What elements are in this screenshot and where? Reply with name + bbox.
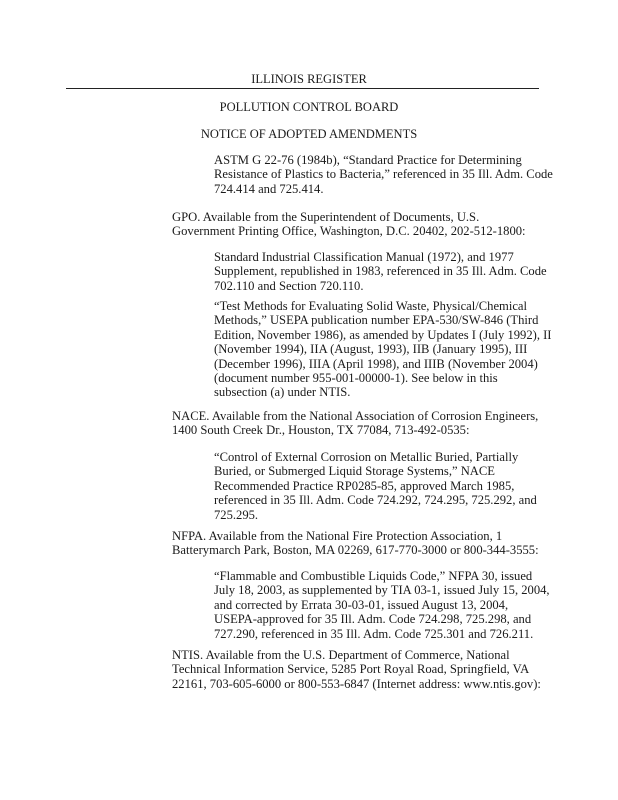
notice-title: NOTICE OF ADOPTED AMENDMENTS: [200, 127, 418, 141]
nfpa-paragraph: [172, 529, 539, 558]
text-line: Recommended Practice RP0285-85, approved March 1985,: [214, 478, 515, 493]
text-line: 725.295.: [214, 507, 259, 522]
nace-paragraph: [172, 409, 538, 438]
text-line: Standard Industrial Classification Manual (1972), and 1977: [214, 250, 514, 264]
text-line: NTIS. Available from the U.S. Department of Commerce, National: [172, 648, 510, 662]
text-line: ASTM G 22-76 (1984b), “Standard Practice for Determining: [214, 153, 522, 167]
text-line: Buried, or Submerged Liquid Storage Systems,” NACE: [214, 464, 495, 479]
text-line: GPO. Available from the Superintendent of Documents, U.S.: [172, 210, 480, 224]
text-line: 724.414 and 725.414.: [214, 181, 324, 196]
sic-paragraph: [214, 250, 547, 293]
text-line: 727.290, referenced in 35 Ill. Adm. Code 725.301 and 726.211.: [214, 626, 534, 641]
nace-item-paragraph: [214, 450, 537, 522]
text-line: Edition, November 1986), as amended by Updates I (July 1992), II: [214, 327, 552, 342]
text-line: 702.110 and Section 720.110.: [214, 278, 364, 293]
text-line: and corrected by Errata 30-03-01, issued August 13, 2004,: [214, 597, 509, 612]
board-title: POLLUTION CONTROL BOARD: [219, 100, 399, 114]
text-line: Technical Information Service, 5285 Port Royal Road, Springfield, VA: [172, 662, 530, 677]
text-line: Methods,” USEPA publication number EPA-530/SW-846 (Third: [214, 313, 539, 328]
text-line: Resistance of Plastics to Bacteria,” referenced in 35 Ill. Adm. Code: [214, 167, 553, 182]
sw846-paragraph: [214, 299, 552, 400]
gpo-paragraph: [172, 210, 526, 239]
text-line: “Control of External Corrosion on Metallic Buried, Partially: [214, 450, 519, 464]
ntis-paragraph: [172, 648, 541, 691]
text-line: (November 1994), IIA (August, 1993), IIB (January 1995), III: [214, 342, 528, 357]
text-line: 1400 South Creek Dr., Houston, TX 77084, 713-492-0535:: [172, 423, 470, 438]
nfpa-item-paragraph: [214, 569, 550, 641]
astm-paragraph: [214, 153, 553, 196]
register-title: ILLINOIS REGISTER: [251, 72, 367, 86]
header-rule: [66, 88, 539, 89]
text-line: 22161, 703-605-6000 or 800-553-6847 (Internet address: www.ntis.gov):: [172, 676, 541, 691]
text-line: referenced in 35 Ill. Adm. Code 724.292, 724.295, 725.292, and: [214, 493, 537, 508]
text-line: Batterymarch Park, Boston, MA 02269, 617-770-3000 or 800-344-3555:: [172, 543, 539, 558]
text-line: subsection (a) under NTIS.: [214, 385, 351, 400]
text-line: July 18, 2003, as supplemented by TIA 03-1, issued July 15, 2004,: [214, 583, 550, 598]
text-line: “Test Methods for Evaluating Solid Waste, Physical/Chemical: [214, 299, 528, 313]
text-line: Supplement, republished in 1983, referenced in 35 Ill. Adm. Code: [214, 264, 547, 279]
text-line: NACE. Available from the National Association of Corrosion Engineers,: [172, 409, 539, 423]
text-line: (document number 955-001-00000-1). See below in this: [214, 370, 498, 385]
text-line: USEPA-approved for 35 Ill. Adm. Code 724.298, 725.298, and: [214, 612, 532, 627]
text-line: NFPA. Available from the National Fire Protection Association, 1: [172, 529, 503, 543]
text-line: (December 1996), IIIA (April 1998), and IIIB (November 2004): [214, 356, 538, 371]
text-line: “Flammable and Combustible Liquids Code,” NFPA 30, issued: [214, 569, 533, 583]
text-line: Government Printing Office, Washington, D.C. 20402, 202-512-1800:: [172, 224, 526, 239]
